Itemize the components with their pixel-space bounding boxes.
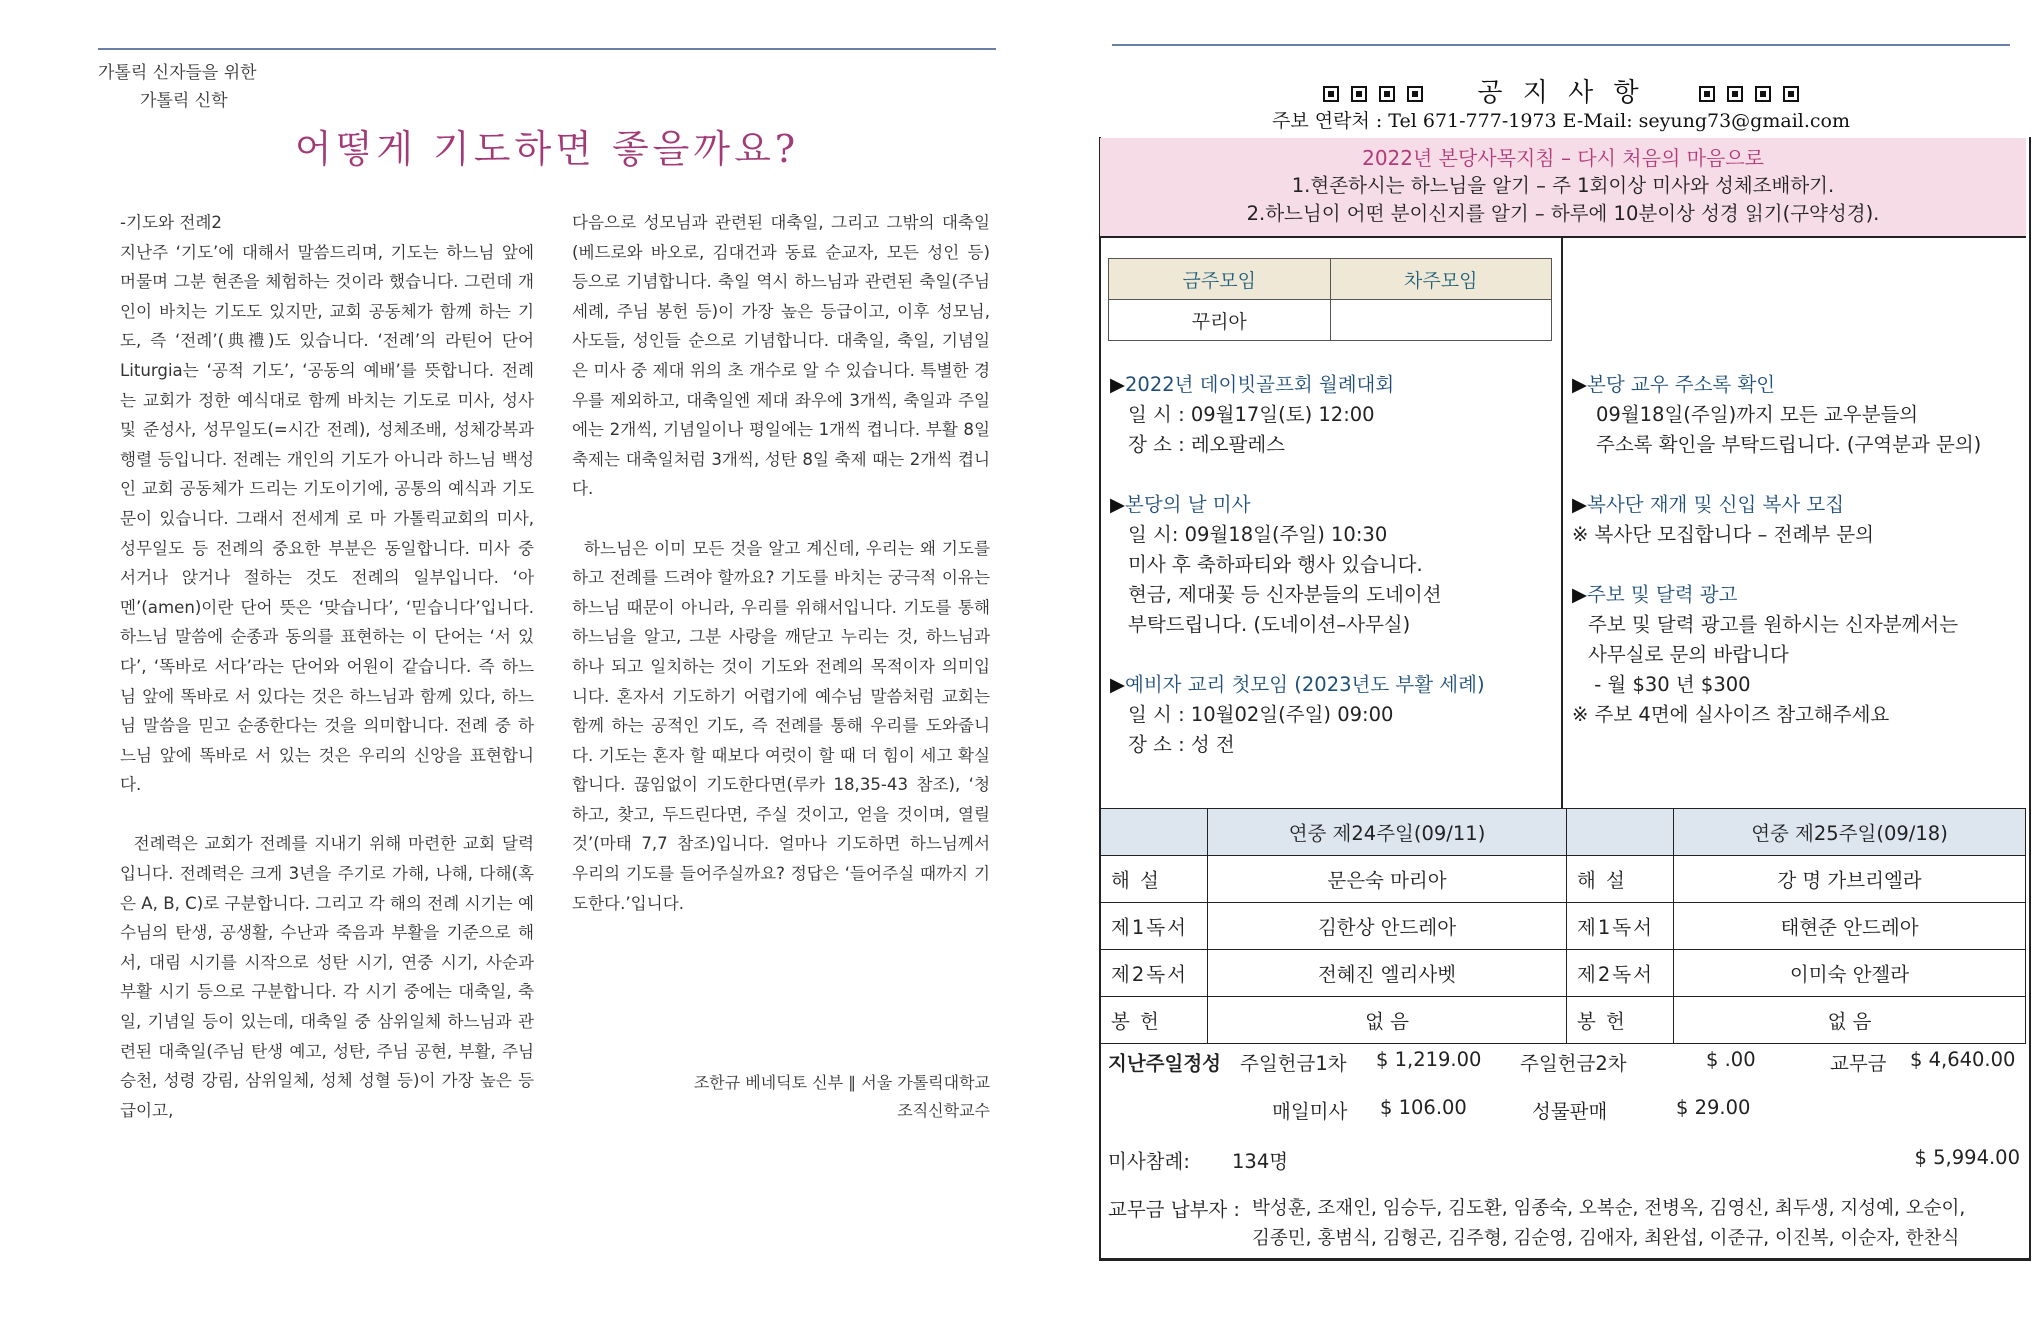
notice-catechumen	[1110, 670, 1560, 760]
parish-day-date: 일 시: 09월18일(주일) 10:30	[1128, 523, 1388, 546]
this-week-meeting-value: 꾸리아	[1109, 300, 1331, 341]
role-cell: 해 설	[1567, 856, 1674, 903]
week1-cell: 문은숙 마리아	[1208, 856, 1567, 903]
parish-day-line: 미사 후 축하파티와 행사 있습니다.	[1128, 553, 1423, 576]
table-row	[1101, 903, 2026, 950]
goods-label: 성물판매	[1532, 1100, 1608, 1123]
role-cell: 제2독서	[1567, 950, 1674, 997]
total-offering: $ 5,994.00	[1914, 1146, 2020, 1169]
notice-advertising	[1572, 580, 2022, 730]
notice-heading-golf: ▶2022년 데이빗골프회 월례대회	[1110, 373, 1395, 396]
dues-value: $ 4,640.00	[1910, 1048, 2016, 1071]
notice-golf	[1110, 370, 1560, 460]
triangle-icon: ▶	[1110, 493, 1125, 516]
table-row	[1101, 950, 2026, 997]
square-icon	[1783, 86, 1799, 102]
right-top-rule	[1112, 44, 2010, 46]
triangle-icon: ▶	[1572, 493, 1587, 516]
week2-cell: 없 음	[1674, 997, 2026, 1044]
role-cell: 제2독서	[1101, 950, 1208, 997]
collection1-label: 주일헌금1차	[1240, 1052, 1347, 1075]
notice-heading	[1112, 72, 2010, 109]
payers-line-1: 박성훈, 조재인, 임승두, 김도환, 임종숙, 오복순, 전병옥, 김영신, 최두생, 지성예, 오순이,	[1252, 1198, 1966, 1219]
advertising-price: - 월 $30 년 $300	[1588, 673, 1751, 696]
table-row	[1101, 856, 2026, 903]
article-title: 어떻게 기도하면 좋을까요?	[294, 127, 800, 171]
kicker-line-2: 가톨릭 신학	[140, 91, 228, 111]
address-book-line: 주소록 확인을 부탁드립니다. (구역분과 문의)	[1596, 433, 1982, 456]
square-icon	[1699, 86, 1715, 102]
bottom-rule	[1099, 1258, 2029, 1261]
table-header-row	[1101, 809, 2026, 856]
author-title: 조직신학교수	[897, 1101, 990, 1120]
advertising-line: 사무실로 문의 바랍니다	[1588, 643, 1789, 666]
header-blank	[1101, 809, 1208, 856]
week2-header: 연중 제25주일(09/18)	[1674, 809, 2026, 856]
attendance-label: 미사참례:	[1108, 1150, 1190, 1173]
mission-line-1: 1.현존하시는 하느님을 알기 – 주 1회이상 미사와 성체조배하기.	[1291, 174, 1835, 197]
collection1-value: $ 1,219.00	[1376, 1048, 1482, 1071]
next-week-meeting-value	[1330, 300, 1552, 341]
daily-mass-label: 매일미사	[1272, 1100, 1348, 1123]
article-column-1: -기도와 전례2 지난주 ‘기도’에 대해서 말씀드리며, 기도는 하느님 앞에 머물며 그분 현존을 체험하는 것이라 했습니다. 그런데 개인이 바치는 기도도 있지만, 교회 공동체가 함께 하는 기도, 즉 ‘전례’(典禮)도 있습니다. ‘전례’의 라틴어 단어 Liturgia는 ‘공적 기도’, ‘공동의 예배’를 뜻합니다. 전례는 교회가 정한 예식대로 함께 바치는 기도로 미사, 성사 및 준성사, 성무일도(=시간 전례), 성체조배, 성체강복과 행렬 등입니다. 전례는 개인의 기도가 아니라 하느님 백성인 교회 공동체가 드리는 기도이기에, 공통의 예식과 기도문이 있습니다. 그래서 전세계 로 마 가톨릭교회의 미사, 성무일도 등 전례의 중요한 부분은 동일합니다. 미사 중 서거나 앉거나 절하는 것도 전례의 일부입니다. ‘아멘’(amen)이란 단어 뜻은 ‘맞습니다’, ‘믿습니다’입니다. 하느님 말씀에 순종과 동의를 표현하는 이 단어는 ‘서 있다’, ‘똑바로 서다’라는 단어와 어원이 같습니다. 즉 하느님 앞에 똑바로 서 있다는 것은 하느님과 함께 있다, 하느님 말씀을 믿고 순종한다는 것을 의미합니다. 전례 중 하느님 앞에 똑바로 서 있는 것은 우리의 신앙을 표현합니다. 전례력은 교회가 전례를 지내기 위해 마련한 교회 달력입니다. 전례력은 크게 3년을 주기로 가해, 나해, 다해(혹은 A, B, C)로 구분합니다. 그리고 각 해의 전례 시기는 예수님의 탄생, 공생활, 수난과 죽음과 부활을 기준으로 해서, 대림 시기를 시작으로 성탄 시기, 연중 시기, 사순과 부활 시기 등으로 구분합니다. 각 시기 중에는 대축일, 축일, 기념일 등이 있는데, 대축일 중 삼위일체 하느님과 관련된 대축일(주님 탄생 예고, 성탄, 주님 공현, 부활, 주님 승천, 성령 강림, 삼위일체, 성체 성혈 등)이 가장 높은 등급이고,	[120, 213, 534, 1120]
role-cell: 제1독서	[1101, 903, 1208, 950]
week2-cell: 태현준 안드레아	[1674, 903, 2026, 950]
offering-label: 지난주일정성	[1108, 1052, 1222, 1075]
dues-label: 교무금	[1830, 1052, 1887, 1075]
role-cell: 해 설	[1101, 856, 1208, 903]
pastoral-mission-box	[1100, 138, 2026, 238]
left-top-rule	[98, 48, 996, 50]
goods-value: $ 29.00	[1676, 1096, 1751, 1119]
next-week-meeting-label: 차주모임	[1330, 259, 1552, 300]
lector-schedule-table	[1100, 808, 2026, 1044]
square-icon	[1351, 86, 1367, 102]
notice-heading-address-book: ▶본당 교우 주소록 확인	[1572, 373, 1776, 396]
week1-cell: 전혜진 엘리사벳	[1208, 950, 1567, 997]
article-column-2: 다음으로 성모님과 관련된 대축일, 그리고 그밖의 대축일(베드로와 바오로, 김대건과 동료 순교자, 모든 성인 등) 등으로 기념합니다. 축일 역시 하느님과 관련된 축일(주님 세례, 주님 봉헌 등)이 가장 높은 등급이고, 이후 성모님, 사도들, 성인들 순으로 기념합니다. 대축일, 축일, 기념일은 미사 중 제대 위의 초 개수로 알 수 있습니다. 특별한 경우를 제외하고, 대축일엔 제대 좌우에 3개씩, 축일과 주일에는 2개씩, 기념일이나 평일에는 1개씩 켭니다. 부활 8일 축제는 대축일처럼 3개씩, 성탄 8일 축제 때는 2개씩 켭니다. 하느님은 이미 모든 것을 알고 계신데, 우리는 왜 기도를 하고 전례를 드려야 할까요? 기도를 바치는 궁극적 이유는 하느님 때문이 아니라, 우리를 위해서입니다. 기도를 통해 하느님을 알고, 그분 사랑을 깨닫고 누리는 것, 하느님과 하나 되고 일치하는 것이 기도와 전례의 목적이자 의미입니다. 혼자서 기도하기 어렵기에 예수님 말씀처럼 교회는 함께 하는 공적인 기도, 즉 전례를 통해 우리를 도와줍니다. 기도는 혼자 할 때보다 여럿이 할 때 더 힘이 세고 확실합니다. 끊임없이 기도한다면(루카 18,35-43 참조), ‘청하고, 찾고, 두드린다면, 주실 것이고, 얻을 것이며, 열릴 것’(마태 7,7 참조)입니다. 얼마나 기도하면 하느님께서 우리의 기도를 들어주실까요? 정답은 ‘들어주실 때까지 기도한다.’입니다.	[572, 213, 990, 913]
notice-parish-day	[1110, 490, 1560, 640]
role-cell: 제1독서	[1567, 903, 1674, 950]
meeting-table	[1108, 258, 1552, 341]
catechumen-date: 일 시 : 10월02일(주일) 09:00	[1128, 703, 1394, 726]
address-book-line: 09월18일(주일)까지 모든 교우분들의	[1596, 403, 1919, 426]
parish-day-line: 현금, 제대꽃 등 신자분들의 도네이션	[1128, 583, 1442, 606]
square-icon	[1379, 86, 1395, 102]
notice-heading-parish-day: ▶본당의 날 미사	[1110, 493, 1251, 516]
notice-column-divider	[1561, 236, 1563, 808]
header-blank	[1567, 809, 1674, 856]
this-week-meeting-label: 금주모임	[1109, 259, 1331, 300]
triangle-icon: ▶	[1572, 583, 1587, 606]
square-icon	[1727, 86, 1743, 102]
golf-date: 일 시 : 09월17일(토) 12:00	[1128, 403, 1375, 426]
week1-cell: 없 음	[1208, 997, 1567, 1044]
triangle-icon: ▶	[1110, 373, 1125, 396]
square-icon	[1755, 86, 1771, 102]
role-cell: 봉 헌	[1101, 997, 1208, 1044]
week1-cell: 김한상 안드레아	[1208, 903, 1567, 950]
daily-mass-value: $ 106.00	[1380, 1096, 1467, 1119]
catechumen-place: 장 소 : 성 전	[1128, 733, 1235, 756]
table-row	[1101, 997, 2026, 1044]
mission-title: 2022년 본당사목지침 – 다시 처음의 마음으로	[1362, 146, 1764, 170]
collection2-value: $ .00	[1706, 1048, 1756, 1071]
role-cell: 봉 헌	[1567, 997, 1674, 1044]
kicker-line-1: 가톨릭 신자들을 위한	[98, 63, 257, 83]
payers-line-2: 김종민, 홍범식, 김형곤, 김주형, 김순영, 김애자, 최완섭, 이준규, 이진복, 이순자, 한찬식	[1252, 1228, 1960, 1249]
notice-altar-servers	[1572, 490, 2022, 550]
triangle-icon: ▶	[1572, 373, 1587, 396]
notice-address-book	[1572, 370, 2022, 460]
notice-heading-altar-servers: ▶복사단 재개 및 신입 복사 모집	[1572, 493, 1845, 516]
advertising-line: 주보 및 달력 광고를 원하시는 신자분께서는	[1588, 613, 1959, 636]
notice-heading-catechumen: ▶예비자 교리 첫모임 (2023년도 부활 세례)	[1110, 673, 1485, 696]
week2-cell: 강 명 가브리엘라	[1674, 856, 2026, 903]
square-icon	[1323, 86, 1339, 102]
week2-cell: 이미숙 안젤라	[1674, 950, 2026, 997]
author-signature: 조한규 베네딕토 신부 ∥ 서울 가톨릭대학교	[693, 1073, 990, 1092]
advertising-note: ※ 주보 4면에 실사이즈 참고해주세요	[1572, 703, 1890, 726]
collection2-label: 주일헌금2차	[1520, 1052, 1627, 1075]
notice-heading-advertising: ▶주보 및 달력 광고	[1572, 583, 1738, 606]
attendance-value: 134명	[1232, 1150, 1289, 1173]
altar-servers-line: ※ 복사단 모집합니다 – 전례부 문의	[1572, 523, 1874, 546]
notice-title: 공 지 사 항	[1477, 78, 1645, 108]
triangle-icon: ▶	[1110, 673, 1125, 696]
square-icon	[1407, 86, 1423, 102]
golf-place: 장 소 : 레오팔레스	[1128, 433, 1286, 456]
bulletin-contact: 주보 연락처 : Tel 671-777-1973 E-Mail: seyung73@gmail.com	[1272, 110, 1850, 132]
parish-day-line: 부탁드립니다. (도네이션–사무실)	[1128, 613, 1411, 636]
week1-header: 연중 제24주일(09/11)	[1208, 809, 1567, 856]
payers-label: 교무금 납부자 :	[1108, 1198, 1240, 1221]
mission-line-2: 2.하느님이 어떤 분이신지를 알기 – 하루에 10분이상 성경 읽기(구약성경).	[1246, 202, 1880, 225]
